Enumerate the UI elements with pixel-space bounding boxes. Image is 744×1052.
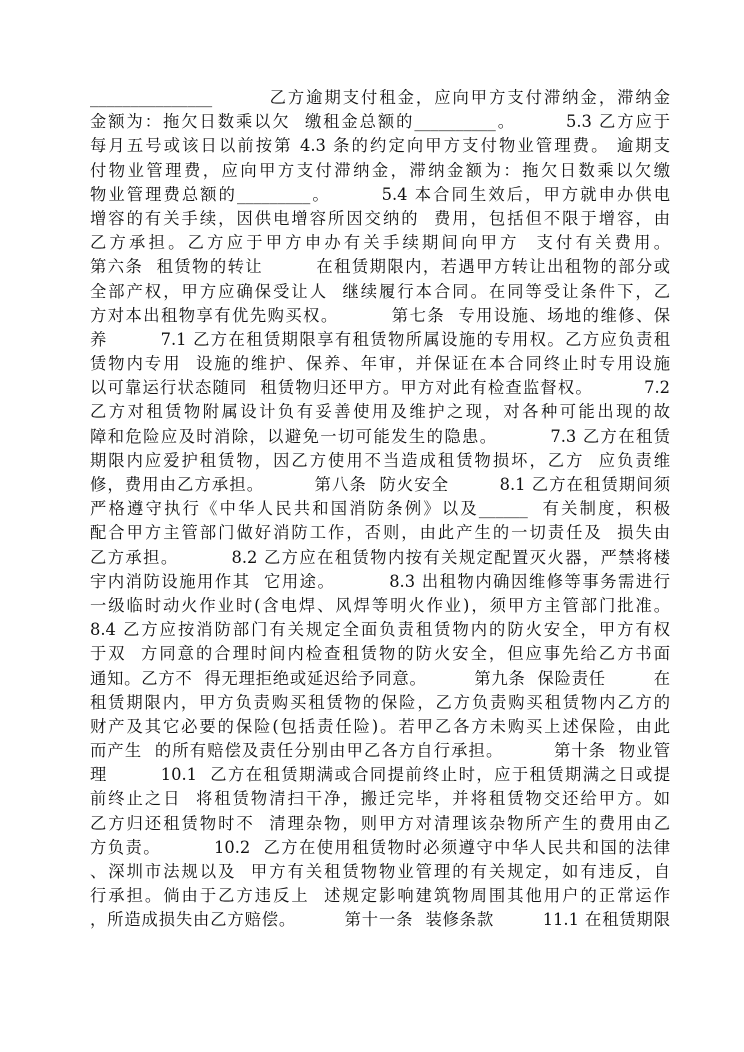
- text-line: 乙方归还租赁物时不 清理杂物，则甲方对清理该杂物所产生的费用由乙: [90, 813, 670, 833]
- text-line: 配合甲方主管部门做好消防工作，否则，由此产生的一切责任及 损失由: [90, 523, 670, 543]
- text-line: 严格遵守执行《中华人民共和国消防条例》以及______ 有关制度，积极: [90, 499, 670, 519]
- text-line: _______________ 乙方逾期支付租金，应向甲方支付滞纳金，滞纳金: [90, 88, 670, 107]
- text-line: 8.4 乙方应按消防部门有关规定全面负责租赁物内的防火安全，甲方有权: [90, 620, 670, 640]
- text-line: 乙方承担。 8.2 乙方应在租赁物内按有关规定配置灭火器，严禁将楼: [90, 547, 670, 567]
- text-line: 全部产权，甲方应确保受让人 继续履行本合同。在同等受让条件下，乙: [90, 281, 670, 301]
- text-line: 于双 方同意的合理时间内检查租赁物的防火安全，但应事先给乙方书面: [90, 644, 670, 664]
- text-line: 每月五号或该日以前按第 4.3 条的约定向甲方支付物业管理费。 逾期支: [90, 136, 670, 156]
- text-line: 租赁期限内，甲方负责购买租赁物的保险，乙方负责购买租赁物内乙方的: [90, 692, 670, 712]
- text-line: 理 10.1 乙方在租赁期满或合同提前终止时，应于租赁期满之日或提: [90, 765, 670, 785]
- text-line: 障和危险应及时消除，以避免一切可能发生的隐患。 7.3 乙方在租赁: [90, 426, 670, 446]
- text-line: 第六条 租赁物的转让 在租赁期限内，若遇甲方转让出租物的部分或: [90, 257, 670, 277]
- text-line: 、深圳市法规以及 甲方有关租赁物物业管理的有关规定，如有违反，自: [90, 862, 670, 881]
- text-line: 一级临时动火作业时(含电焊、风焊等明火作业)，须甲方主管部门批准。: [90, 595, 670, 615]
- text-line: 通知。乙方不 得无理拒绝或延迟给予同意。 第九条 保险责任 在: [90, 668, 670, 688]
- text-line: 修，费用由乙方承担。 第八条 防火安全 8.1 乙方在租赁期间须: [90, 475, 670, 494]
- text-line: 方负责。 10.2 乙方在使用租赁物时必须遵守中华人民共和国的法律: [90, 837, 670, 857]
- text-line: 方对本出租物享有优先购买权。 第七条 专用设施、场地的维修、保: [90, 305, 670, 325]
- text-line: 金额为：拖欠日数乘以欠 缴租金总额的__________。 5.3 乙方应于: [90, 112, 670, 132]
- text-line: 乙方承担。乙方应于甲方申办有关手续期间向甲方 支付有关费用。: [90, 233, 670, 253]
- text-line: 增容的有关手续，因供电增容所因交纳的 费用，包括但不限于增容，由: [90, 208, 670, 228]
- text-line: 付物业管理费，应向甲方支付滞纳金，滞纳金额为：拖欠日数乘以欠缴: [90, 160, 670, 180]
- text-line: 期限内应爱护租赁物，因乙方使用不当造成租赁物损坏，乙方 应负责维: [90, 450, 670, 470]
- text-line: 以可靠运行状态随同 租赁物归还甲方。甲方对此有检查监督权。 7.2: [90, 378, 670, 398]
- text-line: 财产及其它必要的保险(包括责任险)。若甲乙各方未购买上述保险，由此: [90, 716, 670, 736]
- text-line: 行承担。倘由于乙方违反上 述规定影响建筑物周围其他用户的正常运作: [90, 886, 670, 906]
- text-line: 物业管理费总额的_________。 5.4 本合同生效后，甲方就申办供电: [90, 184, 670, 204]
- text-line: 宇内消防设施用作其 它用途。 8.3 出租物内确因维修等事务需进行: [90, 571, 670, 591]
- text-line: 前终止之日 将租赁物清扫干净，搬迁完毕，并将租赁物交还给甲方。如: [90, 789, 670, 809]
- text-line: 赁物内专用 设施的维护、保养、年审，并保证在本合同终止时专用设施: [90, 354, 670, 374]
- contract-text: [90, 86, 670, 933]
- text-line: 养 7.1 乙方在租赁期限享有租赁物所属设施的专用权。乙方应负责租: [90, 329, 670, 349]
- text-line: 乙方对租赁物附属设计负有妥善使用及维护之现，对各种可能出现的故: [90, 402, 670, 422]
- text-line: 而产生 的所有赔偿及责任分别由甲乙各方自行承担。 第十条 物业管: [90, 741, 670, 761]
- text-line: ，所造成损失由乙方赔偿。 第十一条 装修条款 11.1 在租赁期限: [90, 910, 670, 930]
